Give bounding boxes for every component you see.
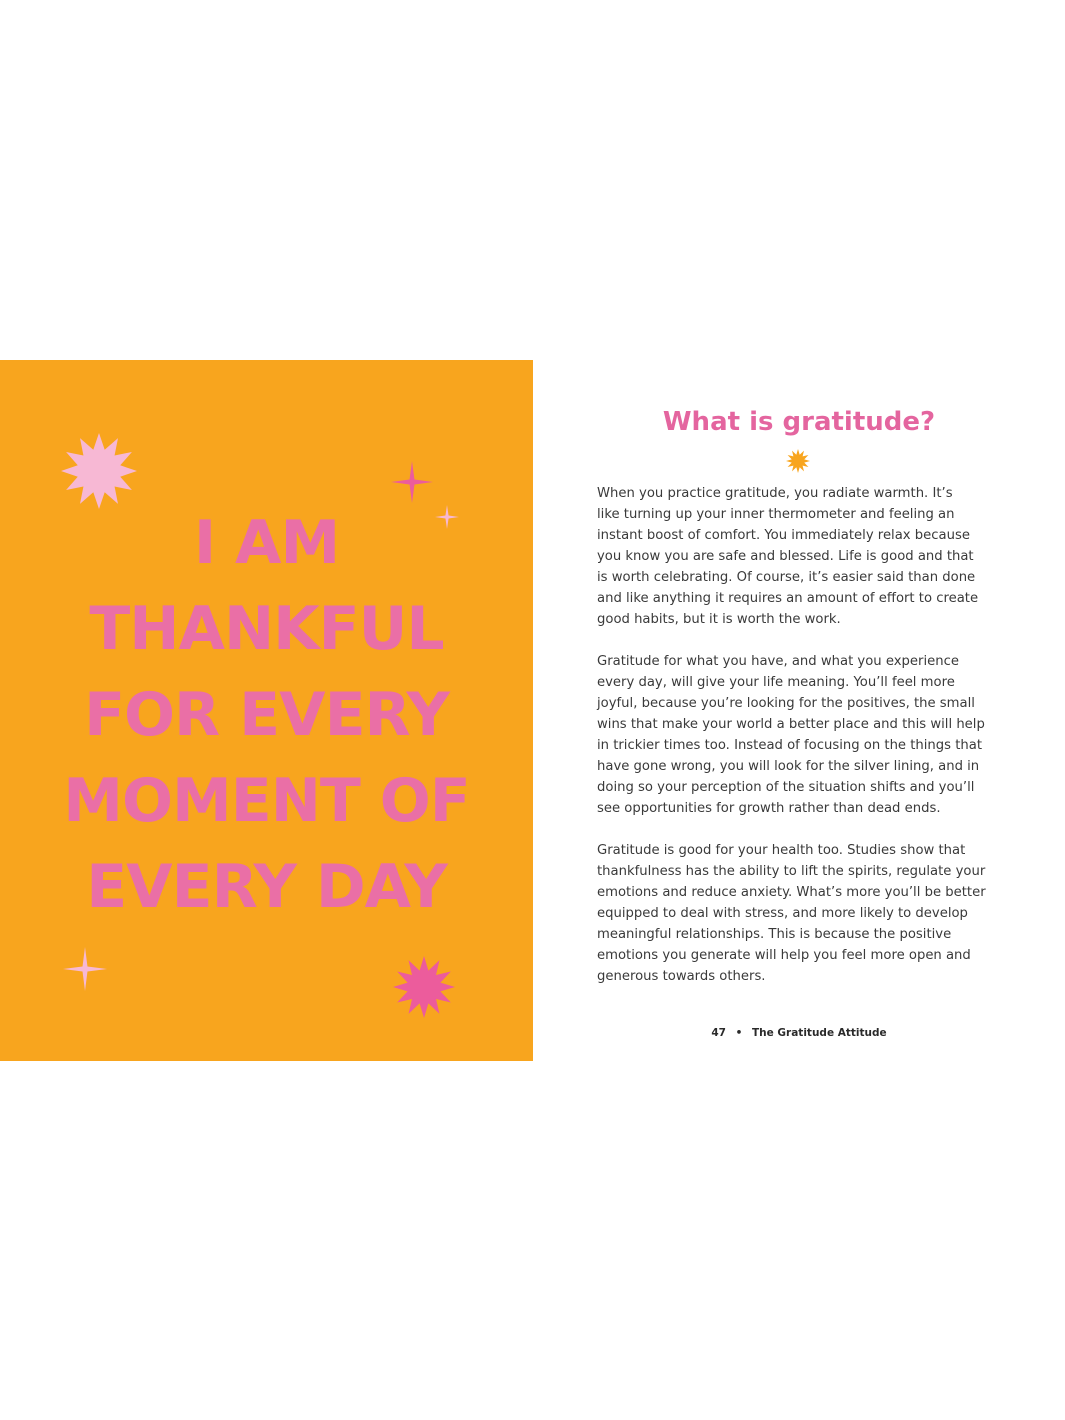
footer-separator: • (735, 1027, 743, 1039)
page-number: 47 (711, 1027, 726, 1039)
quote-line: MOMENT OF (63, 766, 470, 836)
text-line: every day, will give your life meaning. You’ll feel more (597, 675, 955, 690)
text-line: emotions you generate will help you feel more open and (597, 948, 971, 963)
quote-line: EVERY DAY (86, 852, 447, 922)
text-line: is worth celebrating. Of course, it’s easier said than done (597, 570, 976, 585)
text-line: have gone wrong, you will look for the silver lining, and in (597, 759, 980, 774)
book-title: The Gratitude Attitude (752, 1027, 887, 1039)
text-line: generous towards others. (597, 969, 766, 984)
quote-line: I AM (193, 508, 340, 578)
starburst-icon (392, 955, 456, 1019)
paragraph (597, 483, 1017, 630)
text-line: meaningful relationships. This is because the positive (597, 927, 952, 942)
quote-block (0, 500, 533, 930)
text-line: joyful, because you’re looking for the positives, the small (597, 696, 975, 711)
quote-line: FOR EVERY (84, 680, 449, 750)
sparkle-icon (390, 460, 434, 504)
text-line: Gratitude for what you have, and what you experience (597, 654, 959, 669)
page-heading: What is gratitude? (662, 407, 936, 437)
quote-line: THANKFUL (89, 594, 444, 664)
paragraph (597, 840, 1017, 987)
text-line: wins that make your world a better place and this will help (597, 717, 985, 732)
text-line: When you practice gratitude, you radiate warmth. It’s (597, 486, 953, 501)
text-line: good habits, but it is worth the work. (597, 612, 841, 627)
text-line: thankfulness has the ability to lift the spirits, regulate your (597, 864, 986, 879)
starburst-icon (60, 432, 138, 510)
body-text (597, 483, 1017, 1008)
text-line: like turning up your inner thermometer and feeling an (597, 507, 955, 522)
text-line: instant boost of comfort. You immediately relax because (597, 528, 970, 543)
text-line: doing so your perception of the situation shifts and you’ll (597, 780, 975, 795)
sparkle-icon (62, 946, 108, 992)
text-line: you know you are safe and blessed. Life is good and that (597, 549, 974, 564)
text-line: emotions and reduce anxiety. What’s more you’ll be better (597, 885, 986, 900)
text-line: Gratitude is good for your health too. Studies show that (597, 843, 966, 858)
page-footer (533, 1024, 1065, 1042)
text-line: and like anything it requires an amount of effort to create (597, 591, 979, 606)
text-line: see opportunities for growth rather than dead ends. (597, 801, 941, 816)
starburst-icon (785, 448, 811, 474)
text-line: equipped to deal with stress, and more likely to develop (597, 906, 968, 921)
paragraph (597, 651, 1017, 819)
text-line: in trickier times too. Instead of focusing on the things that (597, 738, 983, 753)
